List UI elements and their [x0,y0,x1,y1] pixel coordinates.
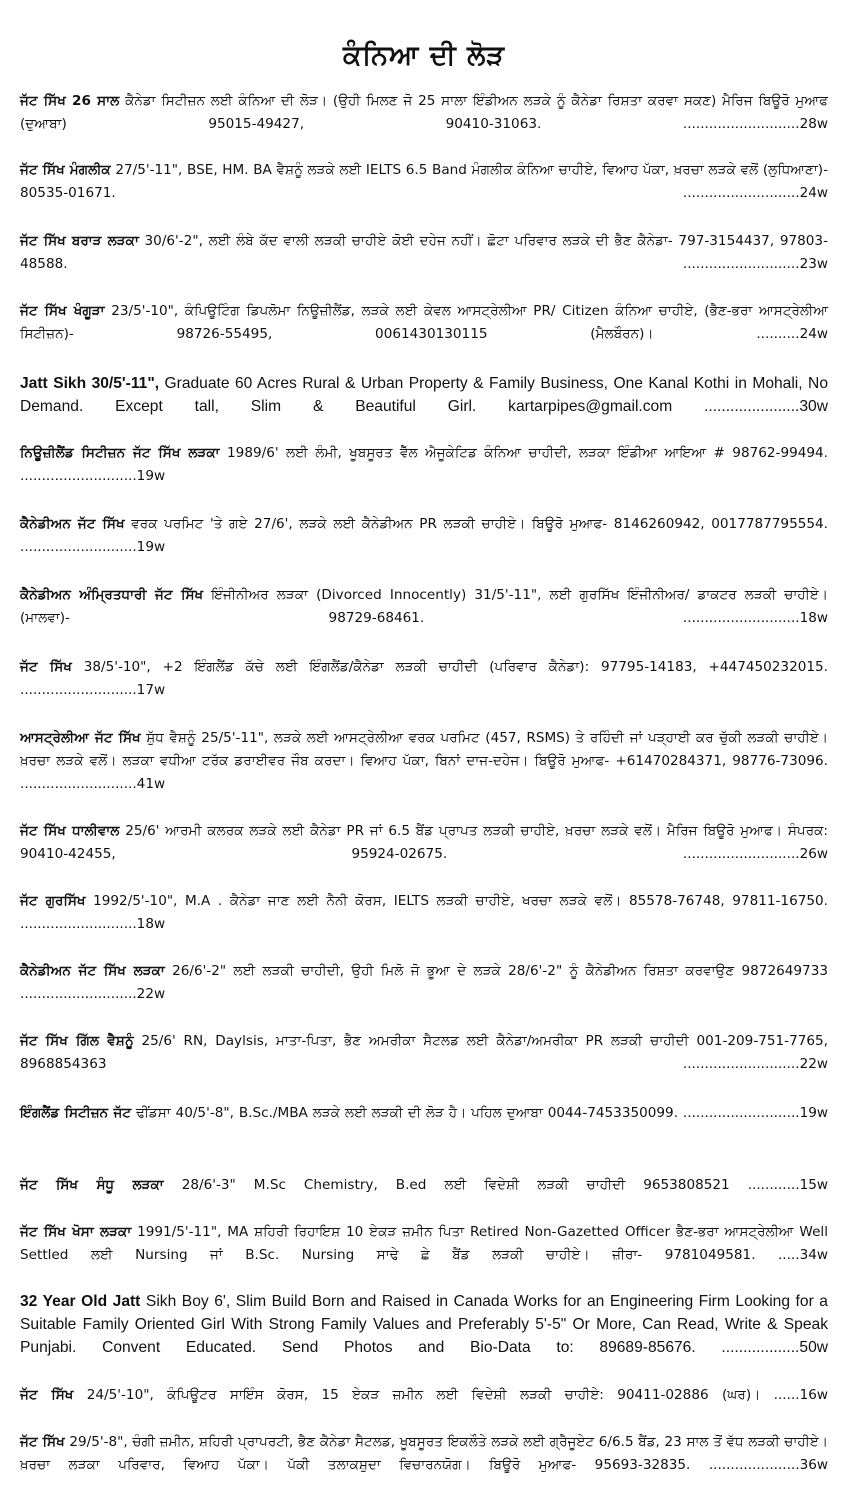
ad-body: 26/6'-2" ਲਈ ਲੜਕੀ ਚਾਹੀਦੀ, ਉਹੀ ਮਿਲੋ ਜੋ ਭੂਆ ਦੇ ਲੜਕੇ 28/6'-2" ਨੂੰ ਕੈਨੇਡੀਅਨ ਰਿਸ਼ਤਾ ਕਰਵਾਉਣ 9872649733 [172,963,828,979]
ad-code: ...........................41w [20,776,166,792]
ad-code: ...........................19w [682,1105,829,1121]
classified-ad [20,960,828,1006]
classified-ad [20,820,828,866]
classified-ad [20,1431,828,1477]
ad-code: ...........................22w [20,986,166,1002]
ad-body: Sikh Boy 6', Slim Build Born and Raised in Canada Works for an Engineering Firm Looking for a Suitable Family Oriented Girl With Strong Family Values and Preferably 5'-5" Or More, Can Read, Write & Speak Punjabi. Convent Educated. Send Photos and Bio-Data to: 89689-85676. [20,1293,828,1356]
ad-lead: ਜੱਟ ਸਿੱਖ ਖੰਗੂੜਾ [20,303,105,319]
ad-body: 27/5'-11", BSE, HM. BA ਵੈਸ਼ਨੂੰ ਲੜਕੇ ਲਈ IELTS 6.5 Band ਮੰਗਲੀਕ ਕੰਨਿਆ ਚਾਹੀਏ, ਵਿਆਹ ਪੱਕਾ, ਖ਼ਰਚਾ ਲੜਕੇ ਵਲੋਂ (ਲੁਧਿਆਣਾ)- 80535-01671. [20,162,828,201]
ad-code: .....................36w [708,1457,828,1473]
ad-lead: ਕੈਨੇਡੀਅਨ ਜੱਟ ਸਿੱਖ [20,516,125,532]
page-title: ਕੰਨਿਆ ਦੀ ਲੋੜ [342,40,506,71]
ad-body: 24/5'-10", ਕੰਪਿਊਟਰ ਸਾਇੰਸ ਕੋਰਸ, 15 ਏਕੜ ਜ਼ਮੀਨ ਲਈ ਵਿਦੇਸ਼ੀ ਲੜਕੀ ਚਾਹੀਏ: 90411-02886 (ਘਰ)। [86,1387,761,1403]
classified-ad [20,90,828,136]
ad-code: ..........24w [756,326,828,342]
classified-ad [20,1102,828,1125]
ad-code: ...........................28w [682,116,828,132]
classified-ad [20,890,828,936]
classified-ad [20,1221,828,1267]
ad-body: Graduate 60 Acres Rural & Urban Property & Family Business, One Kanal Kothi in Mohali, No Demand. Except tall, Slim & Beautiful Girl. kartarpipes@gmail.com [20,375,828,415]
ad-code: ...........................19w [20,539,166,555]
classified-ad [20,372,828,418]
ad-body: ਸ਼ੁੱਧ ਵੈਸ਼ਨੂੰ 25/5'-11", ਲੜਕੇ ਲਈ ਆਸਟ੍ਰੇਲੀਆ ਵਰਕ ਪਰਮਿਟ (457, RSMS) ਤੇ ਰਹਿੰਦੀ ਜਾਂ ਪੜ੍ਹਾਈ ਕਰ ਚੁੱਕੀ ਲੜਕੀ ਚਾਹੀਏ। ਖ਼ਰਚਾ ਲੜਕੇ ਵਲੋਂ। ਲੜਕਾ ਵਧੀਆ ਟਰੱਕ ਡਰਾਈਵਰ ਜੌਬ ਕਰਦਾ। ਵਿਆਹ ਪੱਕਾ, ਬਿਨਾਂ ਦਾਜ-ਦਹੇਜ। ਬਿਊਰੋ ਮੁਆਫ- +61470284371, 98776-73096. [20,730,828,769]
ad-body: 38/5'-10", +2 ਇੰਗਲੈਂਡ ਕੱਚੇ ਲਈ ਇੰਗਲੈਂਡ/ਕੈਨੇਡਾ ਲੜਕੀ ਚਾਹੀਦੀ (ਪਰਿਵਾਰ ਕੈਨੇਡਾ): 97795-14183, +447450232015. [83,659,828,675]
ad-code: ...........................22w [682,1056,828,1072]
ad-code: ...........................17w [20,682,166,698]
classified-ad [20,584,828,630]
ad-body: ਇੰਜੀਨੀਅਰ ਲੜਕਾ (Divorced Innocently) 31/5'-11", ਲਈ ਗੁਰਸਿੱਖ ਇੰਜੀਨੀਅਰ/ ਡਾਕਟਰ ਲੜਕੀ ਚਾਹੀਏ। (ਮਾਲਵਾ)- 98729-68461. [20,587,828,626]
ad-lead: ਜੱਟ ਸਿੱਖ [20,659,72,675]
ad-lead: ਜੱਟ ਸਿੱਖ 26 ਸਾਲ [20,93,120,109]
ad-code: ......16w [773,1387,828,1403]
ad-code: ...........................19w [20,468,166,484]
classified-ad [20,1384,828,1407]
ad-lead: ਜੱਟ ਸਿੱਖ ਸੰਧੂ ਲੜਕਾ [20,1177,164,1193]
ad-code: ......................30w [704,398,828,415]
ad-lead: ਆਸਟ੍ਰੇਲੀਆ ਜੱਟ ਸਿੱਖ [20,730,141,746]
classified-ad [20,230,828,276]
ad-body: 25/6' RN, Daylsis, ਮਾਤਾ-ਪਿਤਾ, ਭੈਣ ਅਮਰੀਕਾ ਸੈਟਲਡ ਲਈ ਕੈਨੇਡਾ/ਅਮਰੀਕਾ PR ਲੜਕੀ ਚਾਹੀਦੀ 001-209-751-7765, 8968854363 [20,1033,828,1072]
ad-body: 23/5'-10", ਕੰਪਿਊਟਿੰਗ ਡਿਪਲੋਮਾ ਨਿਊਜ਼ੀਲੈਂਡ, ਲੜਕੇ ਲਈ ਕੇਵਲ ਆਸਟ੍ਰੇਲੀਆ PR/ Citizen ਕੰਨਿਆ ਚਾਹੀਏ, (ਭੈਣ-ਭਰਾ ਆਸਟ੍ਰੇਲੀਆ ਸਿਟੀਜ਼ਨ)- 98726-55495, 0061430130115 (ਮੈਲਬੌਰਨ)। [20,303,829,342]
ad-body: 1992/5'-10", M.A . ਕੈਨੇਡਾ ਜਾਣ ਲਈ ਨੈਨੀ ਕੋਰਸ, IELTS ਲੜਕੀ ਚਾਹੀਏ, ਖਰਚਾ ਲੜਕੇ ਵਲੋਂ। 85578-76748, 97811-16750. [93,893,828,909]
ad-body: ਢੀਂਡਸਾ 40/5'-8", B.Sc./MBA ਲੜਕੇ ਲਈ ਲੜਕੀ ਦੀ ਲੋੜ ਹੈ। ਪਹਿਲ ਦੁਆਬਾ 0044-7453350099. [135,1105,679,1121]
ad-lead: ਜੱਟ ਸਿੱਖ ਮੰਗਲੀਕ [20,162,111,178]
classified-ad [20,1030,828,1076]
ad-body: 1991/5'-11", MA ਸ਼ਹਿਰੀ ਰਿਹਾਇਸ਼ 10 ਏਕੜ ਜ਼ਮੀਨ ਪਿਤਾ Retired Non-Gazetted Officer ਭੈਣ-ਭਰਾ ਆਸਟ੍ਰੇਲੀਆ Well Settled ਲਈ Nursing ਜਾਂ B.Sc. Nursing ਸਾਢੇ ਛੇ ਬੈਂਡ ਲੜਕੀ ਚਾਹੀਏ। ਜ਼ੀਰਾ- 9781049581. [20,1224,828,1263]
ad-code: ..................50w [721,1339,828,1356]
classified-ad [20,300,828,346]
ad-code: .....34w [777,1247,828,1263]
ad-lead: ਇੰਗਲੈਂਡ ਸਿਟੀਜ਼ਨ ਜੱਟ [20,1105,132,1121]
ad-code: ...........................24w [682,185,828,201]
ad-code: ...........................23w [682,256,828,272]
classified-ad [20,442,828,488]
ad-lead: Jatt Sikh 30/5'-11", [20,375,160,392]
classified-ad [20,159,828,205]
ad-body: ਵਰਕ ਪਰਮਿਟ 'ਤੇ ਗਏ 27/6', ਲੜਕੇ ਲਈ ਕੈਨੇਡੀਅਨ PR ਲੜਕੀ ਚਾਹੀਏ। ਬਿਊਰੋ ਮੁਆਫ- 8146260942, 0017787795554. [131,516,828,532]
ad-lead: ਕੈਨੇਡੀਅਨ ਅੰਮ੍ਰਿਤਧਾਰੀ ਜੱਟ ਸਿੱਖ [20,587,204,603]
classified-ad [20,1290,828,1359]
ad-lead: ਨਿਊਜ਼ੀਲੈਂਡ ਸਿਟੀਜ਼ਨ ਜੱਟ ਸਿੱਖ ਲੜਕਾ [20,445,220,461]
ad-lead: ਜੱਟ ਸਿੱਖ ਧਾਲੀਵਾਲ [20,823,120,839]
ad-lead: ਜੱਟ ਗੁਰਸਿੱਖ [20,893,86,909]
ad-lead: ਜੱਟ ਸਿੱਖ [20,1387,74,1403]
ad-lead: ਕੈਨੇਡੀਅਨ ਜੱਟ ਸਿੱਖ ਲੜਕਾ [20,963,165,979]
ad-body: 25/6' ਆਰਮੀ ਕਲਰਕ ਲੜਕੇ ਲਈ ਕੈਨੇਡਾ PR ਜਾਂ 6.5 ਬੈਂਡ ਪ੍ਰਾਪਤ ਲੜਕੀ ਚਾਹੀਏ, ਖ਼ਰਚਾ ਲੜਕੇ ਵਲੋਂ। ਮੈਰਿਜ ਬਿਊਰੋ ਮੁਆਫ। ਸੰਪਰਕ: 90410-42455, 95924-02675. [20,823,828,862]
ad-lead: ਜੱਟ ਸਿੱਖ [20,1434,65,1450]
ad-lead: ਜੱਟ ਸਿੱਖ ਖੋਸਾ ਲੜਕਾ [20,1224,132,1240]
ad-body: 29/5'-8", ਚੰਗੀ ਜ਼ਮੀਨ, ਸ਼ਹਿਰੀ ਪ੍ਰਾਪਰਟੀ, ਭੈਣ ਕੈਨੇਡਾ ਸੈਟਲਡ, ਖੂਬਸੂਰਤ ਇਕਲੌਤੇ ਲੜਕੇ ਲਈ ਗ੍ਰੈਜੂਏਟ 6/6.5 ਬੈਂਡ, 23 ਸਾਲ ਤੋਂ ਵੱਧ ਲੜਕੀ ਚਾਹੀਏ। ਖ਼ਰਚਾ ਲੜਕਾ ਪਰਿਵਾਰ, ਵਿਆਹ ਪੱਕਾ। ਪੱਕੀ ਤਲਾਕਸ਼ੁਦਾ ਵਿਚਾਰਨਯੋਗ। ਬਿਊਰੋ ਮੁਆਫ- 95693-32835. [20,1434,828,1473]
classified-ad [20,1174,828,1197]
ad-code: ...........................18w [682,610,829,626]
ad-body: 1989/6' ਲਈ ਲੰਮੀ, ਖੂਬਸੂਰਤ ਵੈੱਲ ਐਜੂਕੇਟਿਡ ਕੰਨਿਆ ਚਾਹੀਦੀ, ਲੜਕਾ ਇੰਡੀਆ ਆਇਆ # 98762-99494. [227,445,829,461]
classified-ad [20,513,828,559]
ad-lead: ਜੱਟ ਸਿੱਖ ਬਰਾੜ ਲੜਕਾ [20,233,139,249]
ad-lead: 32 Year Old Jatt [20,1293,141,1310]
ad-body: 28/6'-3" M.Sc Chemistry, B.ed ਲਈ ਵਿਦੇਸ਼ੀ ਲੜਕੀ ਚਾਹੀਦੀ 9653808521 [181,1177,730,1193]
ad-code: ...........................26w [682,846,829,862]
ad-code: ...........................18w [20,916,166,932]
ad-lead: ਜੱਟ ਸਿੱਖ ਗਿੱਲ ਵੈਸ਼ਨੂੰ [20,1033,134,1049]
ad-code: ............15w [747,1177,828,1193]
ad-body: 30/6'-2", ਲਈ ਲੰਬੇ ਕੱਦ ਵਾਲੀ ਲੜਕੀ ਚਾਹੀਏ ਕੋਈ ਦਹੇਜ ਨਹੀਂ। ਛੋਟਾ ਪਰਿਵਾਰ ਲੜਕੇ ਦੀ ਭੈਣ ਕੈਨੇਡਾ- 797-3154437, 97803-48588. [20,233,828,272]
classified-ad [20,727,828,796]
ad-body: ਕੈਨੇਡਾ ਸਿਟੀਜ਼ਨ ਲਈ ਕੰਨਿਆ ਦੀ ਲੋੜ। (ਉਹੀ ਮਿਲਣ ਜੋ 25 ਸਾਲਾ ਇੰਡੀਅਨ ਲੜਕੇ ਨੂੰ ਕੈਨੇਡਾ ਰਿਸ਼ਤਾ ਕਰਵਾ ਸਕਣ) ਮੈਰਿਜ ਬਿਊਰੋ ਮੁਆਫ (ਦੁਆਬਾ) 95015-49427, 90410-31063. [20,93,828,132]
classified-ad [20,656,828,702]
